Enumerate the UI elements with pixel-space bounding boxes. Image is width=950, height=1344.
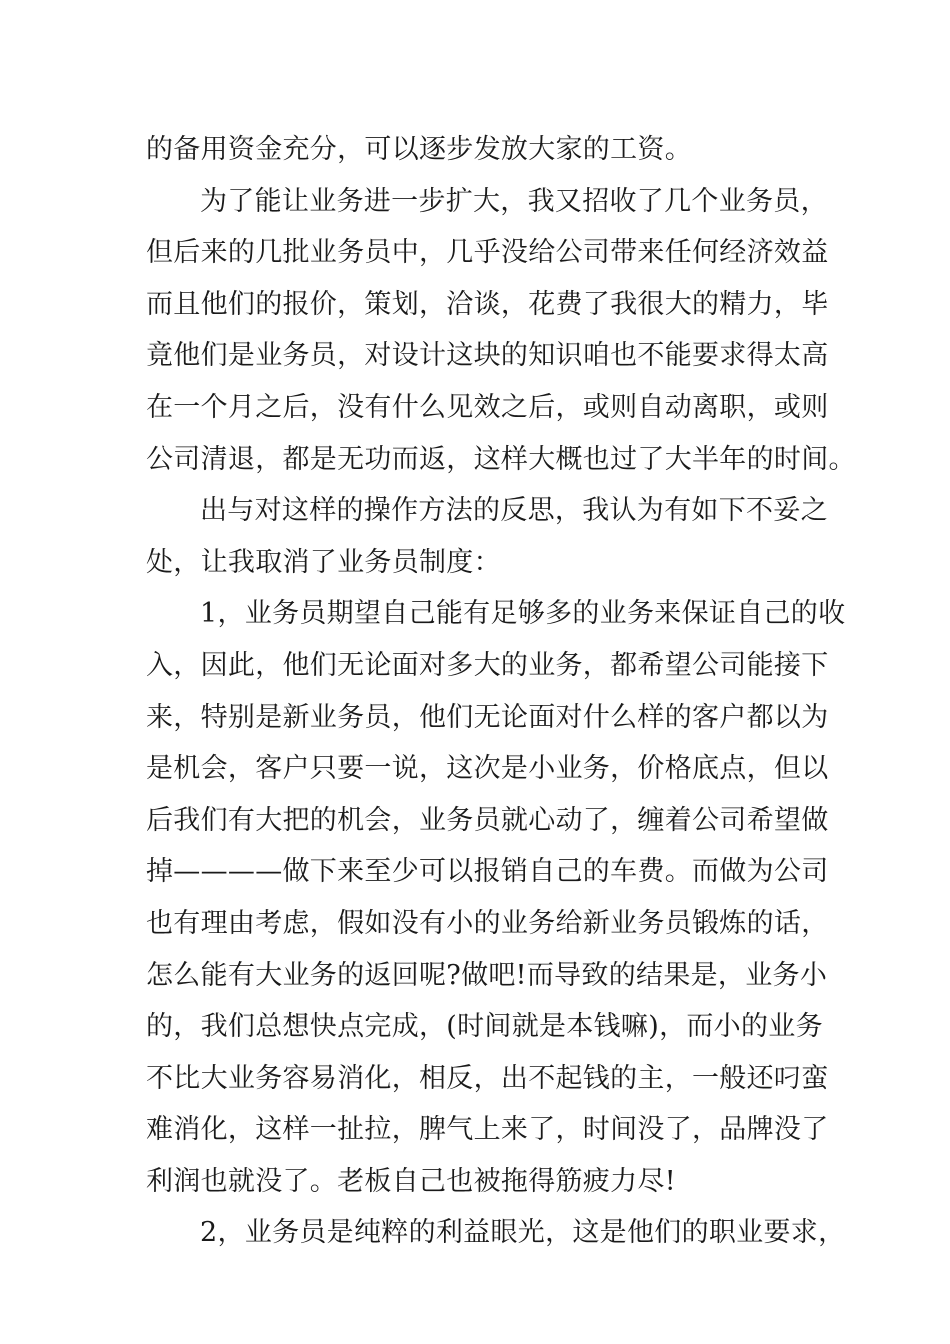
text-line: 在一个月之后，没有什么见效之后，或则自动离职，或则 [146,391,829,423]
text-line: 入，因此，他们无论面对多大的业务，都希望公司能接下 [146,649,829,681]
text-line: 1，业务员期望自己能有足够多的业务来保证自己的收 [200,598,846,630]
text-line: 但后来的几批业务员中，几乎没给公司带来任何经济效益 [146,237,829,269]
document-body [146,124,856,1259]
text-line: 也有理由考虑，假如没有小的业务给新业务员锻炼的话， [146,907,829,939]
text-line: 处，让我取消了业务员制度： [146,546,501,578]
text-line: 怎么能有大业务的返回呢?做吧!而导致的结果是，业务小 [146,959,828,991]
text-line: 的备用资金充分，可以逐步发放大家的工资。 [146,134,692,165]
text-line: 难消化，这样一扯拉，脾气上来了，时间没了，品牌没了 [146,1114,829,1146]
text-line: 2，业务员是纯粹的利益眼光，这是他们的职业要求， [200,1217,846,1249]
text-line: 竟他们是业务员，对设计这块的知识咱也不能要求得太高 [146,340,829,372]
text-line: 不比大业务容易消化，相反，出不起钱的主，一般还叼蛮 [146,1062,829,1094]
text-line: 出与对这样的操作方法的反思，我认为有如下不妥之 [200,495,828,527]
text-line: 来，特别是新业务员，他们无论面对什么样的客户都以为 [146,701,829,733]
text-line: 为了能让业务进一步扩大，我又招收了几个业务员， [200,185,828,217]
text-line: 的，我们总想快点完成，(时间就是本钱嘛)，而小的业务 [146,1011,823,1043]
text-line: 而且他们的报价，策划，洽谈，花费了我很大的精力，毕 [146,288,829,320]
text-line: 是机会，客户只要一说，这次是小业务，价格底点，但以 [146,753,829,785]
text-line: 后我们有大把的机会，业务员就心动了，缠着公司希望做 [146,804,829,836]
text-line: 利润也就没了。老板自己也被拖得筋疲力尽! [146,1165,676,1197]
text-line: 掉————做下来至少可以报销自己的车费。而做为公司 [146,856,829,888]
text-line: 公司清退，都是无功而返，这样大概也过了大半年的时间。 [146,443,856,475]
